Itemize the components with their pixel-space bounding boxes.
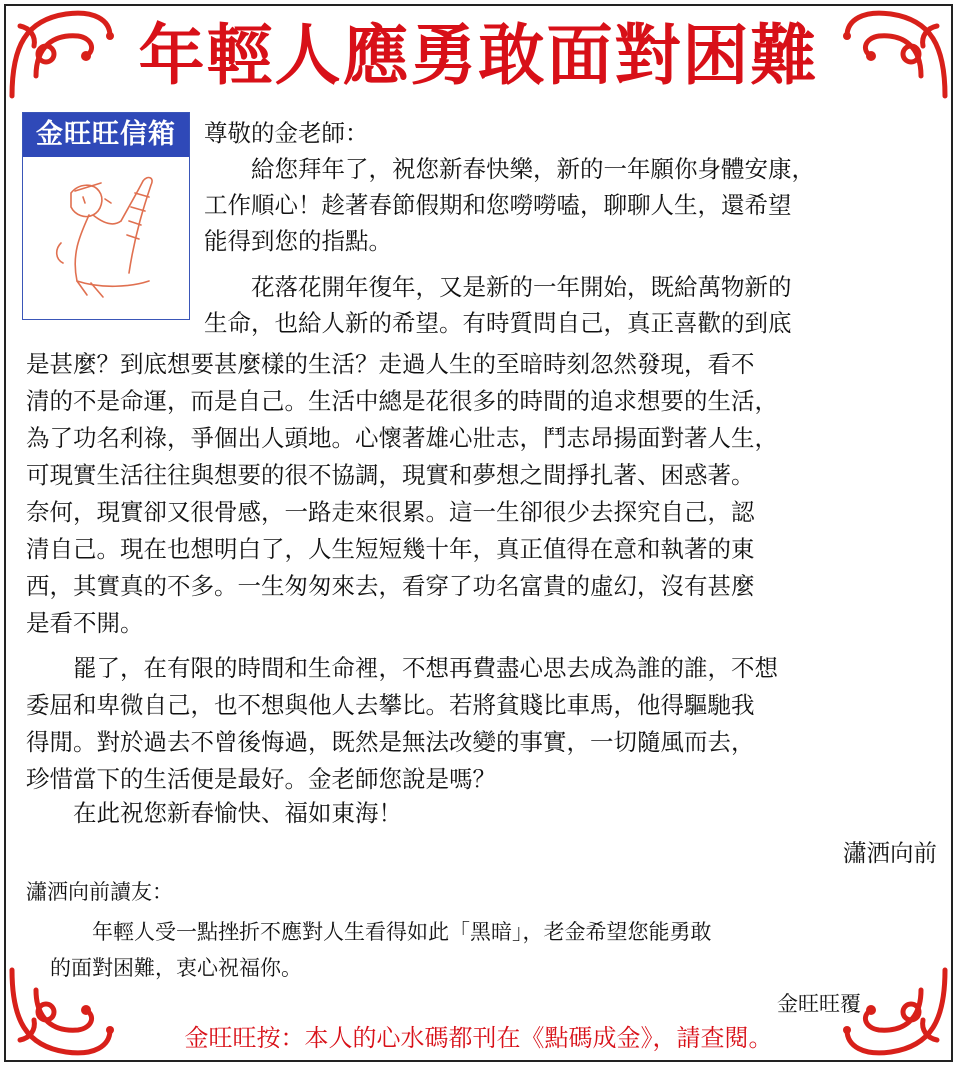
- text-line: 給您拜年了，祝您新春快樂，新的一年願你身體安康，: [251, 155, 815, 183]
- text-line: 年輕人受一點挫折不應對人生看得如此「黑暗」，老金希望您能勇敢: [92, 920, 712, 944]
- letter-paragraph-2: [204, 272, 937, 303]
- text-line: 是甚麼？到底想要甚麼樣的生活？走過人生的至暗時刻忽然發現，看不: [26, 350, 755, 378]
- text-line: 能得到您的指點。: [204, 227, 392, 255]
- letter-paragraph-1: [204, 154, 937, 185]
- letter-signature: 瀟洒向前: [843, 839, 937, 867]
- text-line: 珍惜當下的生活便是最好。金老師您說是嗎？: [26, 765, 496, 793]
- columnist-sketch-icon: [31, 163, 181, 313]
- text-line: 西，其實真的不多。一生匆匆來去，看穿了功名富貴的虛幻，沒有甚麼: [26, 572, 755, 600]
- text-line: 奈何，現實卻又很骨感，一路走來很累。這一生卻很少去探究自己，認: [26, 498, 755, 526]
- reply-salutation: 瀟洒向前讀友：: [26, 880, 173, 904]
- text-line: 花落花開年復年，又是新的一年開始，既給萬物新的: [251, 273, 792, 301]
- text-line: 的面對困難，衷心祝福你。: [50, 956, 302, 980]
- letter-closing: 在此祝您新春愉快、福如東海！: [73, 799, 402, 827]
- corner-ornament-top-right: [841, 6, 951, 101]
- reply-body: [50, 914, 937, 986]
- reply-signature: 金旺旺覆: [777, 992, 861, 1016]
- text-line: 工作順心！趁著春節假期和您嘮嘮嗑，聊聊人生，還希望: [204, 191, 792, 219]
- text-line: 是看不開。: [26, 609, 144, 637]
- corner-ornament-top-left: [6, 6, 116, 101]
- letter-paragraph-2-full: [26, 346, 937, 642]
- letter-paragraph-1-cont: [204, 190, 937, 257]
- text-line: 得閒。對於過去不曾後悔過，既然是無法改變的事實，一切隨風而去，: [26, 728, 755, 756]
- headline-title: 年輕人應勇敢面對困難: [138, 17, 819, 94]
- text-line: 委屈和卑微自己，也不想與他人去攀比。若將貧賤比車馬，他得驅馳我: [26, 691, 755, 719]
- text-line: 為了功名利祿，爭個出人頭地。心懷著雄心壯志，鬥志昂揚面對著人生，: [26, 424, 778, 452]
- column-badge-label: 金旺旺信箱: [23, 113, 189, 157]
- letter-paragraph-2-narrow-cont: [204, 308, 937, 339]
- text-line: 可現實生活往往與想要的很不協調，現實和夢想之間掙扎著、困惑著。: [26, 461, 755, 489]
- text-line: 生命，也給人新的希望。有時質問自己，真正喜歡的到底: [204, 309, 792, 337]
- text-line: 清自己。現在也想明白了，人生短短幾十年，真正值得在意和執著的東: [26, 535, 755, 563]
- column-badge: [22, 112, 190, 320]
- letter-paragraph-3: [26, 650, 937, 798]
- text-line: 清的不是命運，而是自己。生活中總是花很多的時間的追求想要的生活，: [26, 387, 778, 415]
- text-line: 罷了，在有限的時間和生命裡，不想再費盡心思去成為誰的誰，不想: [73, 654, 778, 682]
- footnote: 金旺旺按：本人的心水碼都刊在《點碼成金》，請查閱。: [184, 1024, 773, 1052]
- page: [4, 4, 953, 1062]
- letter-salutation: 尊敬的金老師：: [204, 119, 369, 147]
